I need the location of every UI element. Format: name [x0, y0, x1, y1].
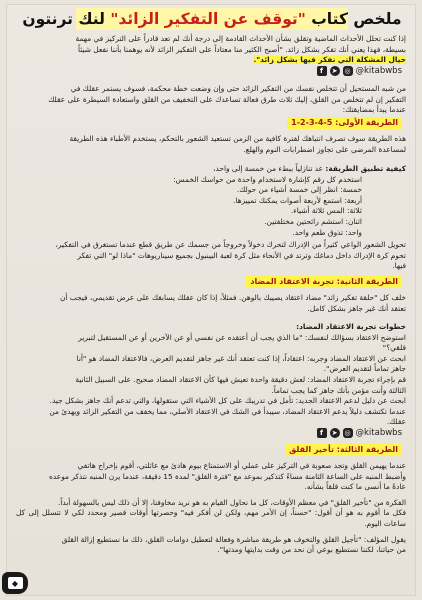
text-line: فيها. [392, 261, 406, 271]
social-handle[interactable]: @kitabwbs [355, 428, 402, 438]
text-line: الثالثة وأنت مؤمن بأنك جاهز كما يجب تماماً. [271, 385, 406, 395]
senses-list [16, 175, 406, 239]
social-handle-row [317, 428, 403, 438]
method-3-body [16, 461, 406, 556]
text-line: تعتقد أنك غير جاهز بشكل كامل. [307, 303, 406, 313]
text-line: من حياتنا، لكننا نستطيع بوعي أن نحد من وقت بدايتها ومدتها". [217, 545, 406, 555]
text-line: عقلك. [386, 417, 406, 427]
text-line: جاهز تماماً لتقديم العرض". [323, 364, 406, 374]
how-to-title: كيفية تطبيق الطريقة: [325, 164, 406, 173]
bookmark-icon[interactable] [2, 572, 28, 594]
text-line: وأضبط المنبه على الساعة الثامنة مساءً كتذكير بموعد مع "فترة القلق" لمدة 15 دقيقة، عندما يرن المنبه نتذكر موعده [49, 471, 406, 481]
text-line: استوضح الاعتقاد بسؤالك لنفسك: "ما الذي يجب أن أعتقده عن نفسي أو عن الآخرين أو عن المستقبل لتبرير [78, 332, 406, 342]
social-handle-row [317, 66, 403, 76]
text-line: تحوم كرة الإدراك داخل دماغك وترتد في الأنحاء مثل كرة لعبة البينبول بجميع سيناريوهات "ماذا لو" التي تفكر [77, 250, 406, 260]
instagram-icon[interactable]: ◎ [344, 67, 351, 75]
text-line: يقول المؤلف: "تأجيل القلق والتخوف هو طريقة مباشرة وفعالة لتعطيل دوامات القلق، ذلك ما نستطيع إزالة القلق [61, 534, 406, 544]
title-quoted: "توقف عن التفكير الزائد" [110, 10, 306, 28]
text-line: ابحث عن دليل لدعم الاعتقاد الجديد: تأمل في تدريبك على كل الأشياء التي ستقولها، والتي تدعم أنك جاهز بشكل جيد. [49, 396, 406, 406]
text-line: من شبه المستحيل أن تتخلص نفسك من التفكير الزائد حتى وإن وضعت خطة محكمة، فسوف يستمر عقلك في [70, 84, 406, 93]
text-line: قلقي؟" [382, 343, 406, 353]
telegram-icon[interactable]: ➤ [330, 428, 340, 438]
text-line: عندما يهيمن القلق وتجد صعوبة في التركيز على عملي أو الاستمتاع بيوم هادئ مع عائلتي، أقوم بإخراج هاتفي [77, 461, 406, 470]
how-to-intro: عد تنازلياً ببطء من خمسة إلى واحد، [213, 164, 324, 173]
text-line: هذه الطريقة سوف تصرف انتباهك لفترة كافية من الزمن تستعيد الشعور بالتحكم، يستخدم الأطباء هذه الطريقة [69, 134, 406, 143]
title-part-1: ملخص كتاب [311, 10, 402, 28]
steps-title: خطوات تجربة الاعتقاد المضاد: [296, 322, 406, 331]
method-1-steps [16, 164, 406, 238]
method-1-heading: الطريقة الأولى: 5-4-3-2-1 [287, 117, 402, 129]
context-paragraph [16, 84, 406, 116]
list-item: خمسة: انظر إلى خمسة أشياء من حولك. [236, 185, 362, 195]
text-line: الفكرة من "تأخير القلق" في معظم الأوقات، كل ما نحاول القيام به هو نريد مخاوفنا، إلا أن ذلك ليس بالسهولة أبداً. [57, 497, 406, 507]
text-line: بسيطة، فهذا يعني أنك تفكر بشكل زائد. "أصبح الكثير منا معتاداً على التفكير الزائد لأنه يوهمنا بأننا نفعل شيئاً [78, 44, 406, 54]
text-line: تحويل الشعور الواعي كثيراً من الإدراك لتحرك دخولاً وخروجاً من جسمك عن طريق قطع عندما تستغرق في التفكير، [55, 240, 406, 249]
method-3-heading: الطريقة الثالثة: تأخير القلق [285, 444, 402, 456]
social-handle[interactable]: @kitabwbs [355, 66, 402, 76]
text-line: عندما تكتشف دليلاً يدعم الاعتقاد المضاد، سيبدأ في الشك في الاعتقاد الأصلي، مما يخفف من التفكير الزائد ويهدئ من [49, 406, 406, 416]
method-1-explanation [16, 240, 406, 272]
list-item: استخدم كل رقم كإشارة لاستخدام واحدة من حواسك الخمس: [173, 174, 362, 184]
text-line: ابحث عن الاعتقاد المضاد وجربه: اعتقاداً، إذا كنت تعتقد أنك غير جاهز لتقديم العرض، فالاعتقاد المضاد هو "أنا [76, 353, 406, 363]
method-2-steps [16, 322, 406, 428]
intro-paragraph [16, 34, 406, 66]
list-item: أربعة: استمع لأربعة أصوات يمكنك تمييزها. [233, 195, 362, 205]
text-line: التفكير إن لم تتخلص من القلق، إليك ثلاث طرق فعالة تساعدك على التخفيف من القلق واستعادة السيطرة على عقلك [48, 94, 406, 104]
text-line: عندما يبدأ بمضايقتك: [342, 105, 406, 115]
text-line: قم بإجراء تجربة الاعتقاد المضاد: لعش دقيقة واحدة تعيش فيها كأن الاعتقاد المضاد صحيح. على السبيل الثانية [75, 374, 406, 384]
list-item: واحد: تذوق طعم واحد. [292, 227, 362, 237]
text-line: عادةً ما أنسى ما كنت قلقاً بشأنه. [304, 482, 406, 492]
book-summary-page [6, 4, 416, 596]
text-line: لمساعدة المرضى على تجاوز اضطرابات النوم والهلع. [243, 144, 406, 154]
text-line: خلف كل "حلقة تفكير زائد" مضاد اعتقاد يصيبك بالوهن. فمثلاً، إذا كان عقلك يسابقك على عرض تقديمي، فيجب أن [59, 293, 406, 302]
list-item: ثلاثة: المس ثلاثة أشياء. [290, 206, 362, 216]
highlighted-quote: حيال المشكلة التي نفكر فيها بشكل زائد". [253, 55, 406, 65]
title-part-2: لنك ترنتون [22, 10, 105, 28]
facebook-icon[interactable]: f [317, 66, 327, 76]
text-line: إذا كنت تحلل الأحداث الماضية وتقلق بشأن الأحداث القادمة إلى درجة أنك لم تعد قادراً على التركيز في مهمة [75, 34, 406, 43]
text-line: فكل ما أقوم به هو أن أقول: "حسناً، إن الأمر مهم، ولكن لن أفكر فيه" وحصرتها أوقات قصير ومحدد لكي لا تتسلل إلى كل ساعات اليوم. [16, 508, 406, 528]
list-item: اثنان: استشم رائحتين مختلفتين. [264, 216, 362, 226]
method-2-description [16, 293, 406, 314]
bookmark-glyph: ◆ [8, 577, 23, 589]
page-title [22, 8, 402, 30]
instagram-icon[interactable]: ◎ [344, 429, 351, 437]
method-2-heading: الطريقة الثانية: تجربة الاعتقاد المضاد [246, 276, 402, 288]
facebook-icon[interactable]: f [317, 428, 327, 438]
method-1-description [16, 134, 406, 155]
telegram-icon[interactable]: ➤ [330, 66, 340, 76]
